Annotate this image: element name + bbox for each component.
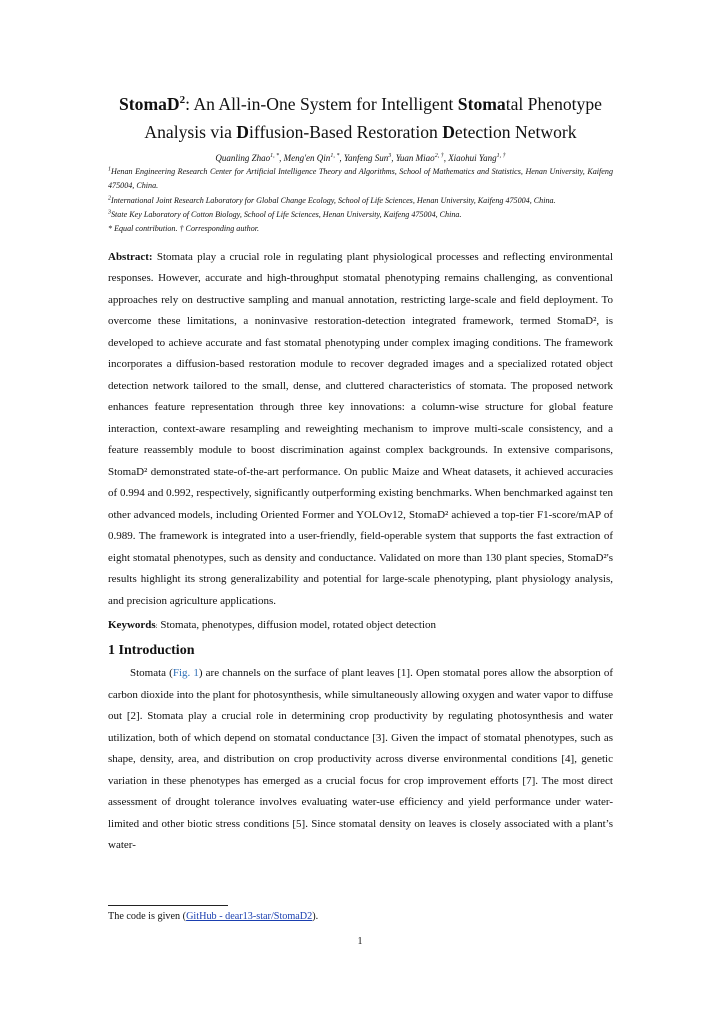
footnote: The code is given (GitHub - dear13-star/StomaD2). bbox=[108, 911, 319, 922]
figure-1-link[interactable]: Fig. 1 bbox=[172, 667, 199, 680]
affiliation: $^3$State Key Laboratory of Cotton Biology, School of Life Sciences, Henan University, Kaifeng 475004, China. bbox=[108, 209, 462, 220]
affiliations bbox=[108, 165, 613, 237]
title-line-2: Analysis via Diffusion-Based Restoration Detection Network bbox=[144, 121, 577, 142]
contribution-note: * Equal contribution. † Corresponding author. bbox=[108, 224, 260, 234]
author: Xiaohui Yang$^{1, \dagger}$ bbox=[448, 152, 506, 163]
author-list: Quanling Zhao$^{1, *}$, Meng'en Qin$^{1, *}$, Yanfeng Sun$^3$, Yuan Miao$^{2, \dagger}$, Xiaohui Yang$^{1, \dagger}$ bbox=[215, 152, 506, 163]
author: Quanling Zhao$^{1, *}$ bbox=[215, 152, 280, 163]
abstract-text: Stomata play a crucial role in regulating plant physiological processes and reflecting environmental responses. However, accurate and high-throughput stomatal phenotyping remains challenging, as conventional approaches rely on destructive sampling and manual annotation, restricting large-scale and field deployment. To overcome these limitations, a noninvasive restoration-detection integrated framework, termed StomaD², is developed to achieve accurate and fast stomatal phenotyping under complex imaging conditions. The framework incorporates a diffusion-based restoration module to recover degraded images and a specialized rotated object detection network tailored to the small, dense, and cluttered characteristics of stomata. The proposed network enhances feature representation through three key innovations: a column-wise structure for global feature interaction, context-aware resampling and reweighting mechanism to improve multi-scale consistency, and a feature reassembly module to boost discrimination against complex backgrounds. In extensive comparisons, StomaD² demonstrated state-of-the-art performance. On public Maize and Wheat datasets, it achieved accuracies of 0.994 and 0.992, respectively, significantly outperforming existing benchmarks. When benchmarked against ten other advanced models, including Oriented Former and YOLOv12, StomaD² achieved a top-tier F1-score/mAP of 0.989. The framework is integrated into a user-friendly, field-operable system that supports the fast extraction of eight stomatal phenotypes, such as density and conductance. Validated on more than 130 plant species, StomaD²'s results highlight its strong generalizability and potential for large-scale phenotyping, plant physiology analysis, and precision agriculture applications. bbox=[108, 250, 613, 607]
introduction-paragraph: Stomata (Fig. 1) are channels on the surface of plant leaves [1]. Open stomatal pores allow the absorption of carbon dioxide into the plant for photosynthesis, while simultaneously allowing oxygen and water vapor to diffuse out [2]. Stomata play a crucial role in determining crop productivity by regulating photosynthesis and water utilization, both of which depend on stomatal conductance [3]. Given the impact of stomatal phenotypes, such as shape, density, area, and distribution on crop productivity across diverse environmental conditions [4], genetic variation in these phenotypes has emerged as a crucial focus for crop improvement efforts [7]. The most direct assessment of drought tolerance involves evaluating water-use efficiency and yield performance under water-limited and other biotic stress conditions [5]. Since stomatal density on leaves is closely associated with a plant’s water- bbox=[108, 667, 613, 852]
page-number: 1 bbox=[357, 936, 363, 947]
paper-page bbox=[108, 86, 613, 857]
keywords-text: Stomata, phenotypes, diffusion model, rotated object detection bbox=[157, 619, 437, 632]
author: Meng'en Qin$^{1, *}$ bbox=[283, 152, 340, 163]
affiliation: $^2$International Joint Research Laboratory for Global Change Ecology, School of Life Sciences, Henan University, Kaifeng 475004, China. bbox=[108, 194, 556, 205]
section-heading-introduction: 1 Introduction bbox=[108, 643, 195, 659]
title-line-1: StomaD$^2$: An All-in-One System for Intelligent Stomatal Phenotype bbox=[119, 93, 602, 114]
author: Yuan Miao$^{2, \dagger}$ bbox=[395, 152, 444, 163]
paper-title bbox=[108, 86, 613, 146]
author: Yanfeng Sun$^3$ bbox=[343, 152, 392, 163]
abstract-label: Abstract: bbox=[108, 250, 153, 263]
keywords: Keywords: Stomata, phenotypes, diffusion model, rotated object detection bbox=[108, 619, 437, 632]
abstract bbox=[108, 247, 613, 613]
affiliation: $^1$Henan Engineering Research Center for Artificial Intelligence Theory and Algorithms, School of Mathematics and Statistics, Henan University, Kaifeng 475004, China. bbox=[108, 166, 613, 191]
github-link[interactable]: GitHub - dear13-star/StomaD2 bbox=[186, 911, 313, 922]
keywords-label: Keywords bbox=[108, 619, 156, 632]
footnote-rule bbox=[108, 905, 228, 906]
